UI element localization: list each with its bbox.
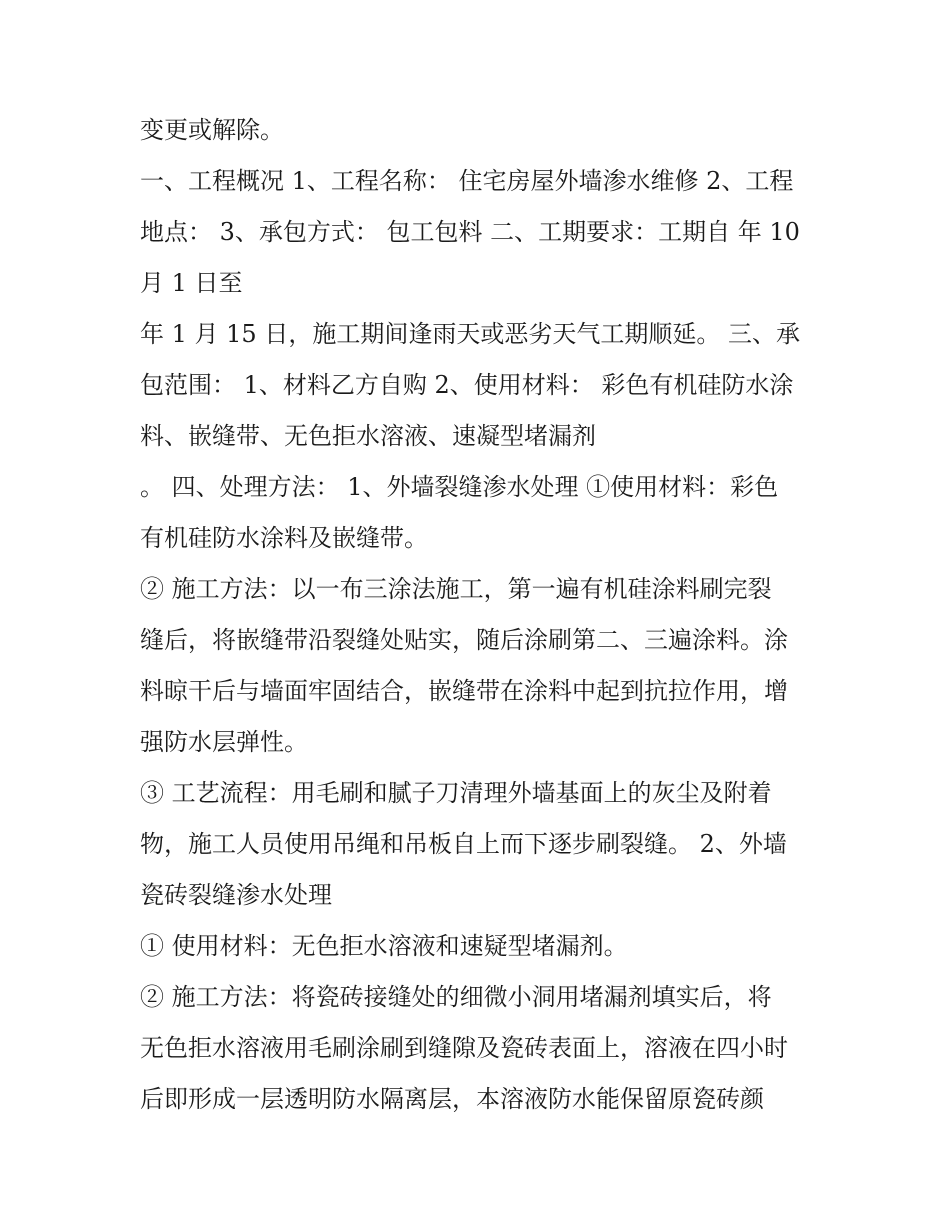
text-line: ② 施工方法：以一布三涂法施工，第一遍有机硅涂料刷完裂: [140, 575, 772, 603]
text-line: 瓷砖裂缝渗水处理: [140, 881, 332, 909]
text-line: ② 施工方法：将瓷砖接缝处的细微小洞用堵漏剂填实后，将: [140, 983, 772, 1011]
text-line: ③ 工艺流程：用毛刷和腻子刀清理外墙基面上的灰尘及附着: [140, 779, 772, 807]
text-line: 料晾干后与墙面牢固结合，嵌缝带在涂料中起到抗拉作用，增: [140, 677, 788, 705]
text-line: 一、工程概况 1、工程名称： 住宅房屋外墙渗水维修 2、工程: [140, 167, 794, 195]
text-line: 料、嵌缝带、无色拒水溶液、速凝型堵漏剂: [140, 422, 596, 450]
text-line: 年 1 月 15 日，施工期间逢雨天或恶劣天气工期顺延。 三、承: [140, 320, 800, 348]
text-line: 。 四、处理方法： 1、外墙裂缝渗水处理 ①使用材料：彩色: [140, 473, 779, 501]
text-line: ① 使用材料：无色拒水溶液和速疑型堵漏剂。: [140, 932, 628, 960]
text-line: 包范围： 1、材料乙方自购 2、使用材料： 彩色有机硅防水涂: [140, 371, 794, 399]
text-line: 地点： 3、承包方式： 包工包料 二、工期要求：工期自 年 10: [140, 218, 800, 246]
text-line: 后即形成一层透明防水隔离层，本溶液防水能保留原瓷砖颜: [140, 1085, 764, 1113]
text-line: 强防水层弹性。: [140, 728, 308, 756]
text-line: 无色拒水溶液用毛刷涂刷到缝隙及瓷砖表面上，溶液在四小时: [140, 1034, 788, 1062]
text-line: 缝后，将嵌缝带沿裂缝处贴实，随后涂刷第二、三遍涂料。涂: [140, 626, 788, 654]
text-line: 变更或解除。: [140, 116, 284, 144]
text-line: 月 1 日至: [140, 269, 243, 297]
text-line: 有机硅防水涂料及嵌缝带。: [140, 524, 428, 552]
text-line: 物，施工人员使用吊绳和吊板自上而下逐步刷裂缝。 2、外墙: [140, 830, 787, 858]
